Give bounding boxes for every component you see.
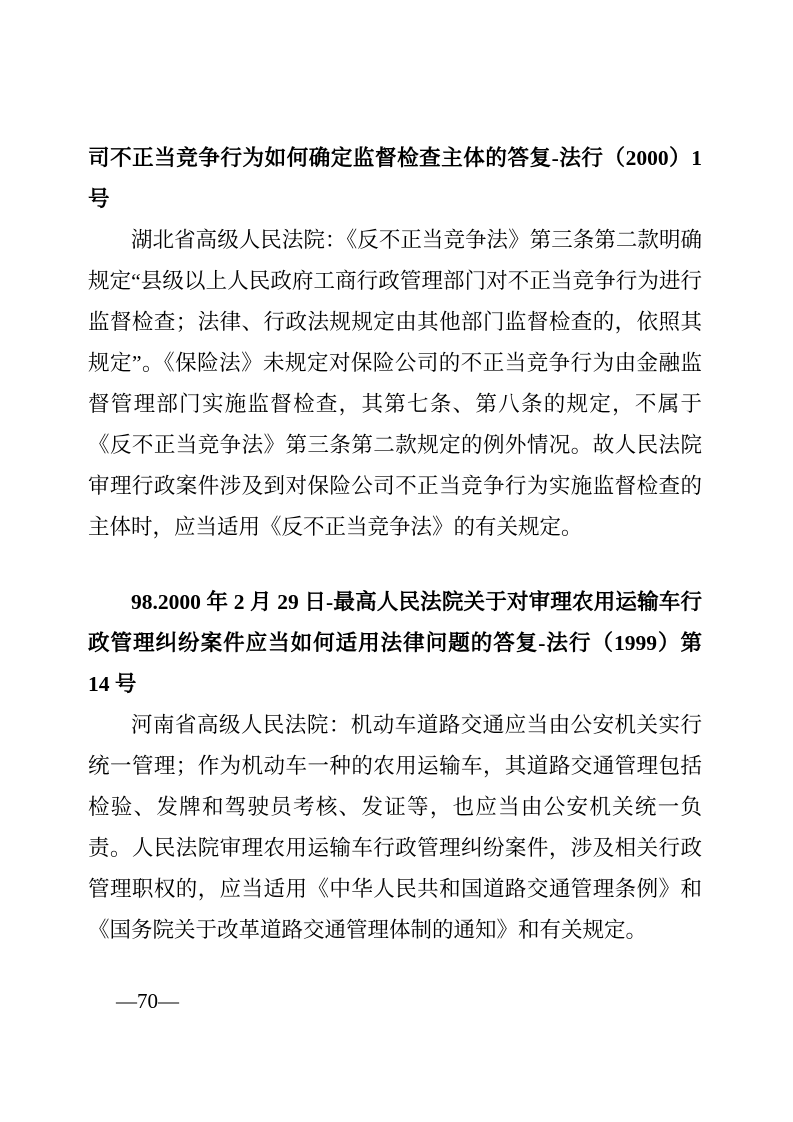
document-content <box>88 138 702 951</box>
section-heading-reply-1999-14: 98.2000 年 2 月 29 日-最高人民法院关于对审理农用运输车行政管理纠纷案件应当如何适用法律问题的答复-法行（1999）第 14 号 <box>88 590 702 696</box>
page-number: —70— <box>116 989 179 1013</box>
section-body-reply-2000-1: 湖北省高级人民法院：《反不正当竞争法》第三条第二款明确规定“县级以上人民政府工商行政管理部门对不正当竞争行为进行监督检查；法律、行政法规规定由其他部门监督检查的，依照其规定”。《保险法》未规定对保险公司的不正当竞争行为由金融监督管理部门实施监督检查，其第七条、第八条的规定，不属于《反不正当竞争法》第三条第二款规定的例外情况。故人民法院审理行政案件涉及到对保险公司不正当竞争行为实施监督检查的主体时，应当适用《反不正当竞争法》的有关规定。 <box>88 228 702 539</box>
section-body-reply-1999-14: 河南省高级人民法院：机动车道路交通应当由公安机关实行统一管理；作为机动车一种的农用运输车，其道路交通管理包括检验、发牌和驾驶员考核、发证等，也应当由公安机关统一负责。人民法院审理农用运输车行政管理纠纷案件，涉及相关行政管理职权的，应当适用《中华人民共和国道路交通管理条例》和《国务院关于改革道路交通管理体制的通知》和有关规定。 <box>88 713 702 942</box>
section-heading-reply-2000-1: 司不正当竞争行为如何确定监督检查主体的答复-法行（2000）1 号 <box>88 146 702 211</box>
